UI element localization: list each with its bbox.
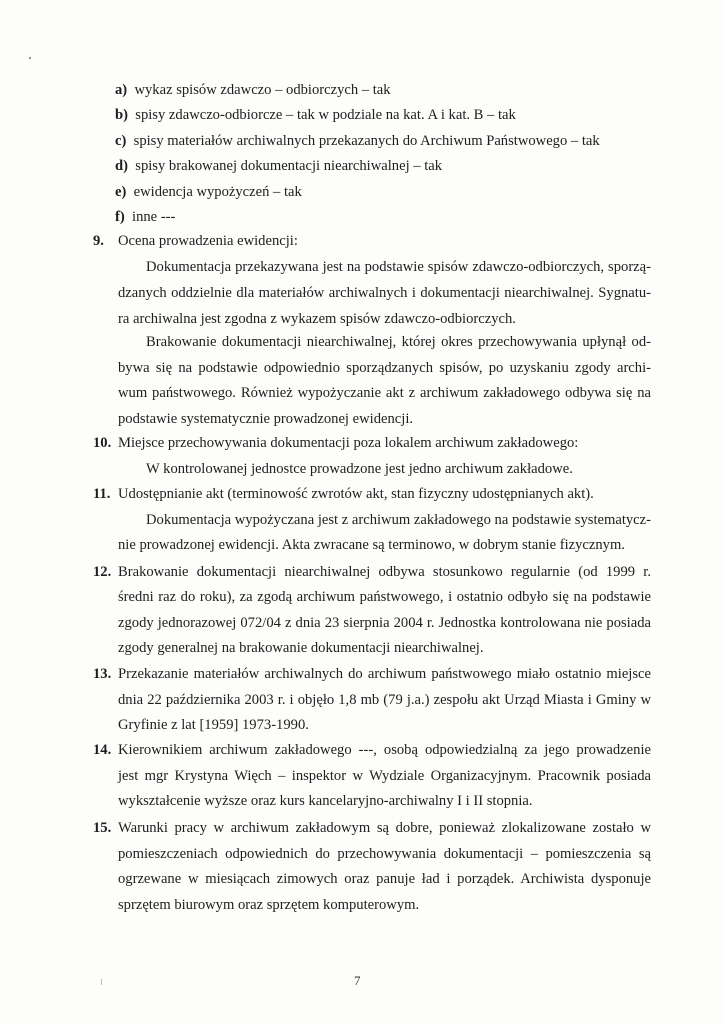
paragraph-line: ogrzewane w miesiącach zimowych oraz panuje ład i porządek. Archiwista dysponuje [118,871,651,887]
section-number: 9. [93,233,104,249]
list-item [115,157,442,175]
list-text: inne --- [132,209,176,225]
list-label: f) [115,209,125,225]
list-label: e) [115,184,127,200]
list-item [115,81,391,99]
section-9-heading: 9. Ocena prowadzenia ewidencji: [93,233,298,249]
list-label: d) [115,158,128,174]
paragraph-line: dnia 22 października 2003 r. i objęło 1,8 mb (79 j.a.) zespołu akt Urząd Miasta i Gminy w [118,692,651,708]
list-item [115,208,175,226]
section-number: 10. [93,435,112,451]
paragraph-line: Brakowanie dokumentacji niearchiwalnej, której okres przechowywania upłynął od- [146,334,651,350]
paragraph-line: Dokumentacja przekazywana jest na podstawie spisów zdawczo-odbiorczych, sporzą- [146,259,651,275]
section-10-heading: 10. Miejsce przechowywania dokumentacji poza lokalem archiwum zakładowego: [93,435,579,451]
paragraph-line: zgody jednorazowej 072/04 z dnia 23 sierpnia 2004 r. Jednostka kontrolowana nie posiada [118,615,651,631]
list-item [115,106,516,124]
section-12-line: 12. Brakowanie dokumentacji niearchiwalnej odbywa stosunkowo regularnie (od 1999 r. [93,564,651,580]
paragraph-line: sprzętem biurowym oraz sprzętem komputerowym. [118,897,420,913]
list-text: wykaz spisów zdawczo – odbiorczych – tak [134,82,391,98]
section-number: 11. [93,486,111,502]
section-number: 12. [93,564,112,580]
paragraph-line: zgody generalnej na brakowanie dokumentacji niearchiwalnej. [118,640,484,656]
list-text: spisy brakowanej dokumentacji niearchiwalnej – tak [135,158,443,174]
list-text: ewidencja wypożyczeń – tak [133,184,302,200]
paragraph-line: pomieszczeniach odpowiednich do przechowywania dokumentacji – pomieszczenia są [118,846,651,862]
paragraph-line: W kontrolowanej jednostce prowadzone jest jedno archiwum zakładowe. [146,461,573,477]
paragraph-line: wykształcenie wyższe oraz kurs kancelaryjno-archiwalny I i II stopnia. [118,793,533,809]
paragraph-line: jest mgr Krystyna Więch – inspektor w Wydziale Organizacyjnym. Pracownik posiada [118,768,651,784]
section-number: 14. [93,742,112,758]
scan-speck [29,57,31,59]
paragraph-line: nie prowadzonej ewidencji. Akta zwracane są terminowo, w dobrym stanie fizycznym. [118,537,625,553]
list-label: c) [115,133,127,149]
list-label: b) [115,107,128,123]
section-15-line: 15. Warunki pracy w archiwum zakładowym są dobre, ponieważ zlokalizowane zostało w [93,820,651,836]
paragraph-line: dzanych oddzielnie dla materiałów archiwalnych i dokumentacji niearchiwalnej. Sygnatu- [118,285,651,301]
paragraph-line: wum państwowego. Również wypożyczanie akt z archiwum zakładowego odbywa się na [118,385,651,401]
section-11-heading: 11. Udostępnianie akt (terminowość zwrotów akt, stan fizyczny udostępnianych akt). [93,486,594,502]
paragraph-line: podstawie systematycznie prowadzonej ewidencji. [118,411,414,427]
scan-speck [101,979,102,985]
section-number: 15. [93,820,112,836]
list-text: spisy materiałów archiwalnych przekazanych do Archiwum Państwowego – tak [133,133,600,149]
paragraph-line: Dokumentacja wypożyczana jest z archiwum zakładowego na podstawie systematycz- [146,512,651,528]
list-item [115,183,302,201]
list-item [115,132,600,150]
section-13-line: 13. Przekazanie materiałów archiwalnych do archiwum państwowego miało ostatnio miejsce [93,666,651,682]
section-14-line: 14. Kierownikiem archiwum zakładowego ---, osobą odpowiedzialną za jego prowadzenie [93,742,651,758]
paragraph-line: bywa się na podstawie odpowiednio sporządzanych spisów, po uzyskaniu zgody archi- [118,360,651,376]
page-number: 7 [354,973,361,988]
section-number: 13. [93,666,112,682]
list-text: spisy zdawczo-odbiorcze – tak w podziale na kat. A i kat. B – tak [135,107,516,123]
paragraph-line: Gryfinie z lat [1959] 1973-1990. [118,717,309,733]
paragraph-line: ra archiwalna jest zgodna z wykazem spisów zdawczo-odbiorczych. [118,311,516,327]
list-label: a) [115,82,128,98]
paragraph-line: średni raz do roku), za zgodą archiwum państwowego, i ostatnio odbyło się na podstawie [118,589,651,605]
